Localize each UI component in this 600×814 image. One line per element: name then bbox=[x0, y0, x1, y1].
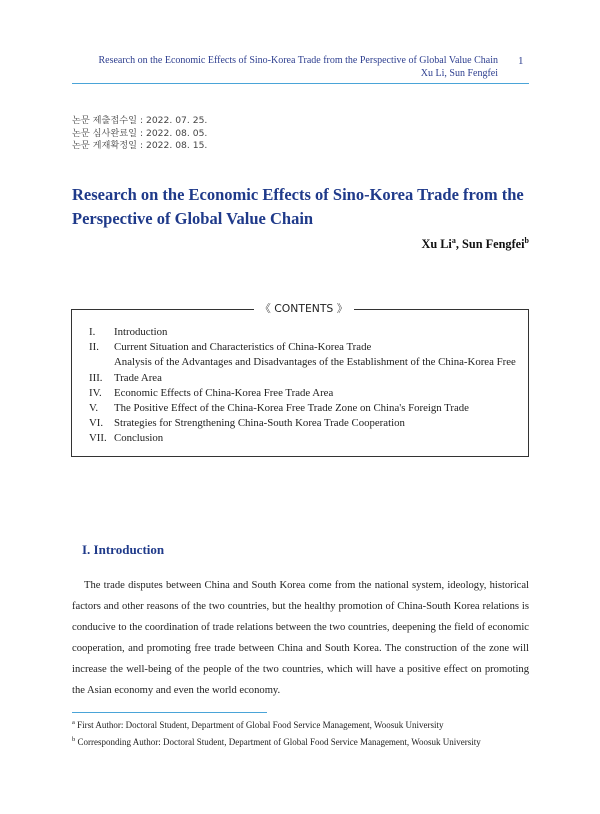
date-submitted: 논문 제출접수일 : 2022. 07. 25. bbox=[72, 115, 208, 126]
contents-title: 《 CONTENTS 》 bbox=[254, 301, 354, 316]
running-title: Research on the Economic Effects of Sino-Korea Trade from the Perspective of Global Value Chain bbox=[98, 55, 498, 66]
footnote-divider bbox=[72, 712, 267, 713]
author-line bbox=[421, 236, 529, 252]
footnote-item bbox=[72, 733, 481, 750]
toc-row[interactable] bbox=[89, 355, 529, 370]
toc-text: Conclusion bbox=[114, 432, 164, 445]
toc-row[interactable] bbox=[89, 340, 529, 355]
toc-number: IV. bbox=[89, 386, 102, 399]
author-second-mark: b bbox=[524, 236, 529, 245]
toc-text: Current Situation and Characteristics of China-Korea Trade bbox=[114, 341, 372, 354]
contents-list bbox=[89, 325, 529, 447]
date-reviewed: 논문 심사완료일 : 2022. 08. 05. bbox=[72, 127, 208, 139]
running-authors: Xu Li, Sun Fengfei bbox=[420, 67, 498, 79]
date-accepted: 논문 게재확정일 : 2022. 08. 15. bbox=[72, 140, 208, 152]
footnote-mark: b bbox=[72, 735, 76, 743]
footnote-text: First Author: Doctoral Student, Department of Global Food Service Management, Woosuk University bbox=[77, 720, 444, 730]
toc-row[interactable] bbox=[89, 401, 529, 416]
toc-text: Analysis of the Advantages and Disadvantages of the Establishment of the China-Korea Free bbox=[114, 356, 516, 369]
footnote-mark: a bbox=[72, 719, 75, 726]
header-divider bbox=[72, 83, 529, 84]
toc-row[interactable] bbox=[89, 371, 529, 386]
toc-row[interactable] bbox=[89, 325, 529, 340]
toc-number: I. bbox=[89, 326, 96, 338]
intro-paragraph: The trade disputes between China and South Korea come from the national system, ideology, historical factors and other reasons of the two countries, but the healthy promotion of China-South Korea relations is conducive to the coordination of trade relations between the two countries, deepening the field of economic cooperation, and promoting free trade between China and South Korea. The construction of the zone will increase the well-being of the people of the two countries, which will have a positive effect on promoting the Asian economy and even the world economy. bbox=[72, 580, 529, 696]
author-separator: , bbox=[455, 237, 463, 252]
footnote-text: Corresponding Author: Doctoral Student, Department of Global Food Service Management, Woosuk University bbox=[77, 736, 481, 747]
toc-number: VI. bbox=[89, 417, 104, 430]
toc-row[interactable] bbox=[89, 386, 529, 401]
toc-text: Strategies for Strengthening China-South Korea Trade Cooperation bbox=[114, 417, 405, 430]
toc-number: III. bbox=[89, 371, 103, 384]
toc-number: V. bbox=[89, 401, 99, 414]
toc-row[interactable] bbox=[89, 431, 529, 446]
toc-number: VII. bbox=[89, 432, 107, 445]
toc-text: The Positive Effect of the China-Korea Free Trade Zone on China's Foreign Trade bbox=[114, 401, 469, 414]
author-first: Xu Li bbox=[421, 237, 452, 252]
toc-text: Economic Effects of China-Korea Free Trade Area bbox=[114, 386, 334, 399]
toc-text: Trade Area bbox=[114, 371, 162, 384]
author-first-mark: a bbox=[451, 236, 456, 245]
submission-dates bbox=[72, 115, 207, 153]
author-second: Sun Fengfei bbox=[462, 237, 525, 252]
toc-text: Introduction bbox=[114, 326, 168, 338]
footnote-item bbox=[72, 716, 481, 733]
toc-row[interactable] bbox=[89, 416, 529, 431]
paper-title: Research on the Economic Effects of Sino-Korea Trade from the Perspective of Global Value Chain bbox=[72, 185, 524, 228]
toc-number: II. bbox=[89, 341, 99, 354]
section-heading: I. Introduction bbox=[82, 542, 165, 557]
running-header bbox=[70, 55, 498, 80]
footnotes bbox=[72, 716, 481, 749]
page-number: 1 bbox=[518, 55, 524, 67]
